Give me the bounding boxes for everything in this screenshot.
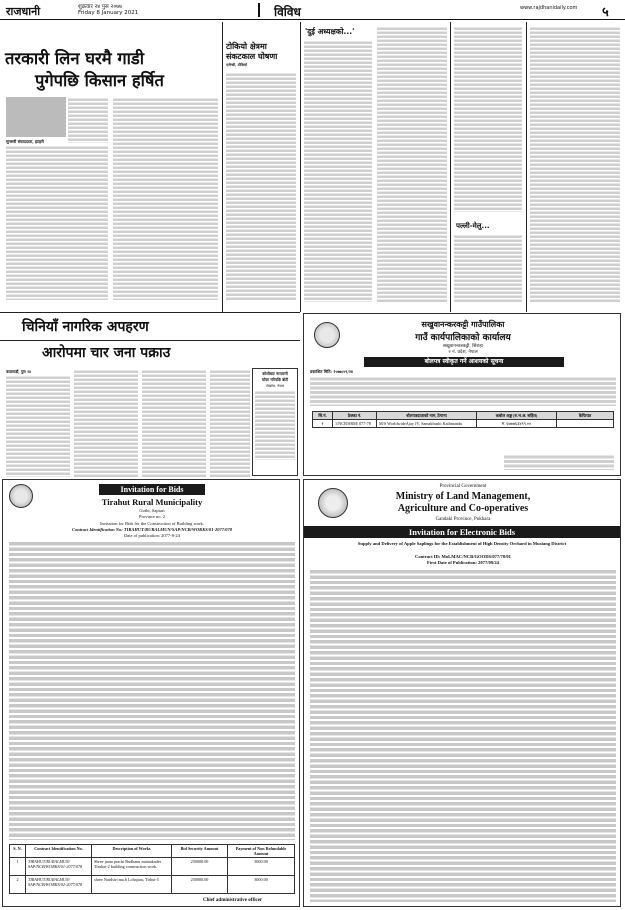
gp-cell: रु. ६७७७६३४९९.०० — [477, 420, 557, 428]
small-notice-title-2: र्याफ्ट गरिपछि बोटी — [261, 377, 289, 382]
center-body-col1 — [304, 40, 372, 302]
masthead — [0, 0, 625, 20]
lead-headline-1: तरकारी लिन घरमै गाडी — [5, 49, 145, 68]
table-row — [10, 858, 295, 876]
tirhut-province: Province no. 2 — [138, 514, 166, 519]
date-eng: Friday 8 January 2021 — [78, 10, 139, 16]
china-body-col2 — [74, 369, 138, 477]
table-row — [313, 420, 614, 428]
tt-cell: 250000.00 — [172, 858, 228, 876]
gp-th-amount: कबोल अङ्क (रु.भ.अ. सहित) — [477, 412, 557, 420]
china-headline-1: चिनियाँ नागरिक अपहरण — [22, 319, 149, 335]
lead-photo — [6, 97, 66, 137]
page-number: ५ — [602, 5, 609, 20]
side-headline-2: संकटकाल घोषणा — [226, 52, 278, 61]
tirhut-title: Invitation for Bids — [99, 484, 205, 495]
china-divider-top — [0, 312, 300, 313]
gaupalika-title-1: सखुवानन्करकट्टी गाउँपालिका — [421, 320, 505, 329]
lead-body-col1 — [6, 145, 108, 300]
th-desc: Description of Works — [92, 845, 172, 858]
tt-cell: TIRAHUT/RURALMUN/ SAP/NCB/WORKS/02-2077/078 — [26, 876, 92, 894]
side-headline-1: टोकियो क्षेत्रमा — [226, 42, 267, 51]
gp-th-contract: ठेक्का नं. — [333, 412, 377, 420]
china-body-col1 — [6, 375, 70, 477]
gp-th-sn: सि.नं. — [313, 412, 333, 420]
website: www.rajdhanidaily.com — [520, 5, 578, 11]
china-body-col3 — [142, 369, 206, 477]
tt-cell: 250000.00 — [172, 876, 228, 894]
gp-th-remark: कैफियत — [557, 412, 614, 420]
tirhut-pub-date: Date of publication: 2077-8-24 — [124, 533, 180, 538]
tirhut-contract-id: Contract Identification No: TIRAHUT/RURALMUN/SAP/NCB/WORKS/01-2077/078 — [72, 527, 232, 532]
ministry-body — [310, 568, 616, 902]
tt-cell: 3000.00 — [228, 858, 295, 876]
tirhut-subject: Invitation for Bids for the Construction of Building work. — [100, 521, 204, 526]
gaupalika-table — [312, 411, 614, 428]
side-byline: एजेन्सी, टोकियो — [226, 63, 248, 67]
center-body-col3 — [454, 26, 522, 212]
tirhut-org: Tirahut Rural Municipality — [101, 497, 203, 507]
gaupalika-table-wrap — [312, 411, 614, 428]
ministry-notice — [303, 479, 621, 907]
section-left: राजधानी — [6, 5, 41, 18]
th-sn: S. N. — [10, 845, 26, 858]
gaupalika-province: २ नं. प्रदेश, नेपाल — [448, 350, 478, 355]
tt-cell: TIRAHUT/RURALMUN/ SAP/NCB/WORKS/01-2077/078 — [26, 858, 92, 876]
gaupalika-date: प्रकाशित मिति: २०७७/०९/२४ — [310, 369, 353, 374]
ministry-title-2: Agriculture and Co-operatives — [397, 503, 529, 514]
lead-body-col1b — [68, 97, 108, 143]
gp-cell: १ — [313, 420, 333, 428]
gp-cell: M/S WorldwideAjay JV, Samakhushi Kathmandu — [377, 420, 477, 428]
ministry-pub-date: First Date of Publication: 2077/09/24 — [427, 560, 499, 565]
small-notice-title-1: कोशीबाट नारायणी — [262, 371, 288, 376]
th-security: Bid Security Amount — [172, 845, 228, 858]
gaupalika-footer — [504, 454, 614, 470]
ministry-bar: Invitation for Electronic Bids — [304, 526, 620, 538]
lead-headline-2: पुगेपछि किसान हर्षित — [35, 71, 164, 90]
lead-body-col2 — [113, 97, 218, 300]
china-divider-mid — [0, 340, 300, 341]
tirhut-signature: Chief administrative officer — [203, 898, 263, 903]
gaupalika-title-2: गाउँ कार्यपालिकाको कार्यालय — [415, 333, 511, 343]
gaupalika-body — [310, 376, 616, 406]
china-byline: काठमाडौं, पुस २४ — [6, 369, 32, 374]
section-center: विविध — [274, 5, 301, 19]
small-notice-body — [255, 390, 295, 460]
tirhut-place: Gothi, Saptari — [139, 508, 165, 513]
mid-box-headline: पल्ली-मेलु... — [456, 222, 490, 230]
small-notice-subtitle: पोखरेल, नेपाल — [265, 384, 285, 388]
ministry-title-1: Ministry of Land Management, — [395, 491, 531, 502]
gp-cell: 1/NCB/SRM/ 077-78 — [333, 420, 377, 428]
china-headline-2: आरोपमा चार जना पक्राउ — [42, 345, 171, 361]
tirhut-table-wrap — [9, 844, 295, 894]
tt-cell: shree Nardsiri ma.b Lohajaru, Tirhut-5 — [92, 876, 172, 894]
china-body-col4 — [210, 369, 250, 477]
center-headline: 'दुई अध्यक्षको...' — [305, 27, 355, 36]
ministry-place: Gandaki Province, Pokhara — [435, 517, 491, 522]
tt-cell: 2 — [10, 876, 26, 894]
gaupalika-bar: बोलपत्र स्वीकृत गर्ने आशयको सूचना — [364, 357, 564, 367]
table-row — [10, 876, 295, 894]
side-story — [226, 42, 296, 68]
center-body-col2 — [377, 26, 447, 302]
masthead-divider — [258, 3, 260, 17]
gp-cell — [557, 420, 614, 428]
tt-cell: 3000.00 — [228, 876, 295, 894]
tt-cell: 1 — [10, 858, 26, 876]
th-payment: Payment of Non Refundable Amount — [228, 845, 295, 858]
ministry-contract-id: Contract ID: MoLMAC/NCB/GOODS/077/78/01 — [415, 554, 511, 559]
side-body — [226, 72, 296, 300]
lead-story — [5, 48, 219, 92]
tt-cell: Shree janta prachi Budhanu mainakader Tiruhat-2 building construction work. — [92, 858, 172, 876]
gaupalika-notice — [303, 313, 621, 476]
gp-th-bidder: बोलपत्रदाताको नाम, ठेगाना — [377, 412, 477, 420]
mid-box-body — [454, 234, 522, 302]
tirhut-notice — [2, 479, 300, 907]
th-contract: Contract Identification No. — [26, 845, 92, 858]
ministry-subject: Supply and Delivery of Apple Saplings for the Establishment of High Density Orchard in Mustang District — [357, 541, 567, 546]
date-nep: शुक्रवार २४ पुस २०७७ — [78, 4, 122, 10]
ministry-header: Provincial Government — [439, 484, 487, 489]
tirhut-body — [9, 540, 295, 840]
lead-byline: सुनसरी संवाददाता, इटहरी — [6, 139, 44, 144]
small-notice — [252, 368, 298, 476]
gaupalika-address: सखुवानन्करकट्टी, सिराहा — [443, 344, 483, 349]
right-col-body — [530, 26, 620, 302]
tirhut-table — [9, 844, 295, 894]
